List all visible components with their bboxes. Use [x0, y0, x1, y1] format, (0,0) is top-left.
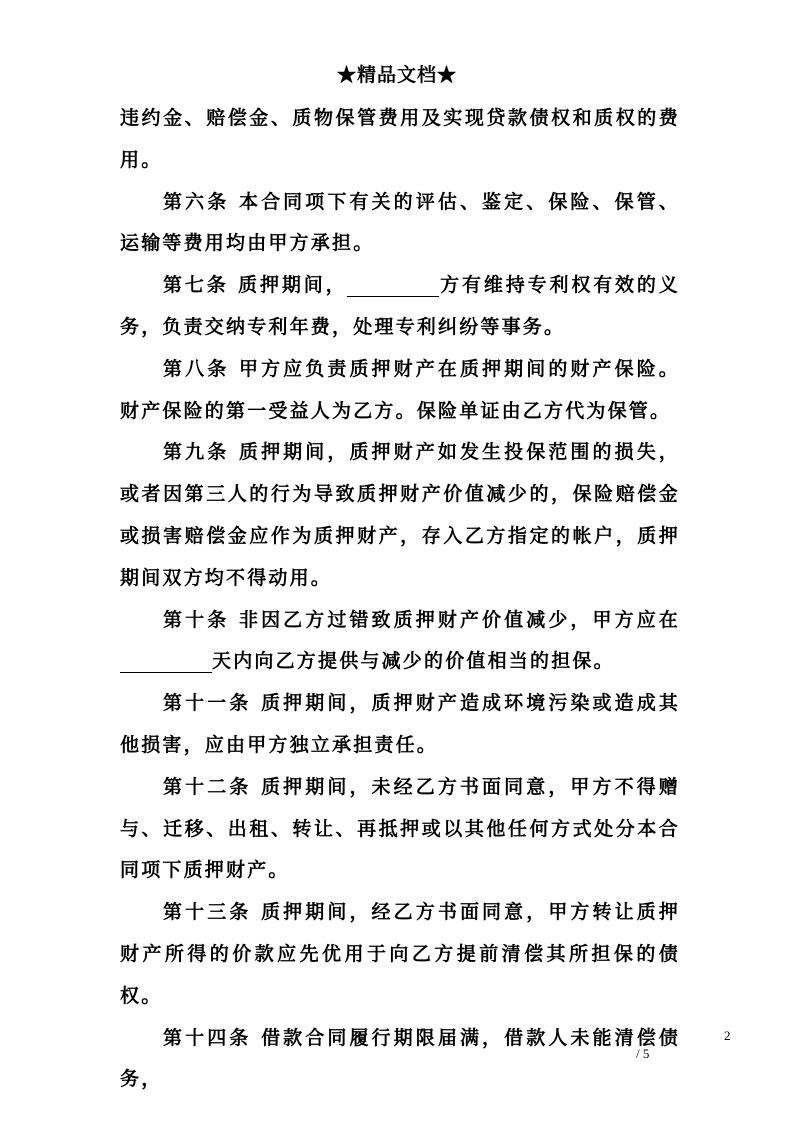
- clause-9: 第九条 质押期间，质押财产如发生投保范围的损失，或者因第三人的行为导致质押财产价值减少的，保险赔偿金或损害赔偿金应作为质押财产，存入乙方指定的帐户，质押期间双方均不得动用。: [120, 441, 680, 589]
- clause-14: 第十四条 借款合同履行期限届满，借款人未能清偿债务，: [120, 1026, 680, 1091]
- fill-in-blank: [120, 644, 212, 673]
- clause-10: [120, 600, 680, 684]
- clause-8: 第八条 甲方应负责质押财产在质押期间的财产保险。财产保险的第一受益人为乙方。保险单证由乙方代为保管。: [120, 357, 680, 422]
- page-number: 2: [724, 1028, 731, 1043]
- clause-12: 第十二条 质押期间，未经乙方书面同意，甲方不得赠与、迁移、出租、转让、再抵押或以其他任何方式处分本合同项下质押财产。: [120, 775, 680, 882]
- clause-10-lead: 第十条 非因乙方过错致质押财产价值减少，甲方应在: [163, 608, 680, 631]
- document-body: [120, 98, 680, 1101]
- page-total: / 5: [636, 1046, 650, 1061]
- clause-11: 第十一条 质押期间，质押财产造成环境污染或造成其他损害，应由甲方独立承担责任。: [120, 692, 680, 756]
- fill-in-blank: [347, 268, 439, 297]
- clause-7: [120, 265, 680, 349]
- clause-13: 第十三条 质押期间，经乙方书面同意，甲方转让质押财产所得的价款应先优用于向乙方提前清偿其所担保的债权。: [120, 901, 680, 1007]
- clause-6: 第六条 本合同项下有关的评估、鉴定、保险、保管、运输等费用均由甲方承担。: [120, 190, 680, 255]
- clause-10-rest: 天内向乙方提供与减少的价值相当的担保。: [212, 650, 615, 673]
- paragraph-continuation: 违约金、赔偿金、质物保管费用及实现贷款债权和质权的费用。: [120, 107, 680, 171]
- clause-7-lead: 第七条 质押期间，: [163, 274, 348, 297]
- page-header-title: ★精品文档★: [336, 64, 457, 86]
- clause-7-rest: 方有维持专利权有效的义务，负责交纳专利年费，处理专利纠纷等事务。: [120, 274, 680, 338]
